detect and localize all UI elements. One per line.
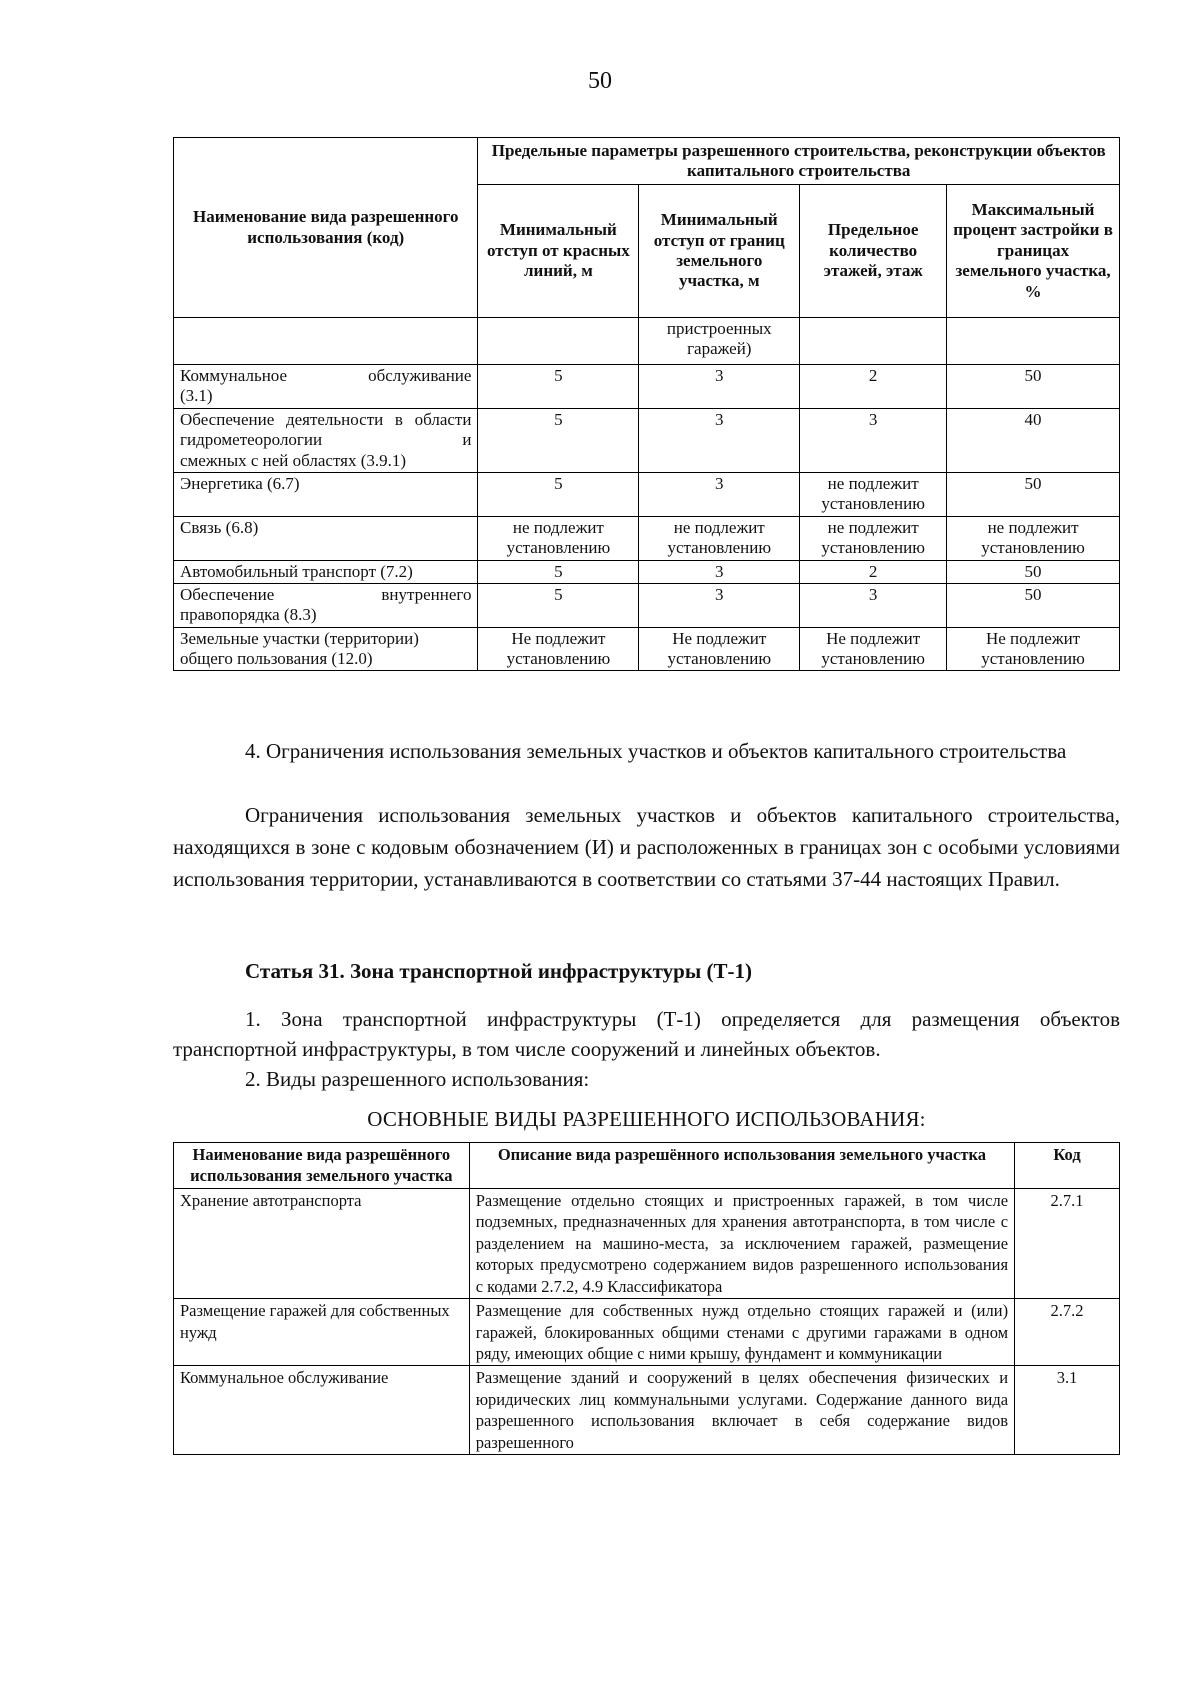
uses-header-description: Описание вида разрешённого использования земельного участка bbox=[469, 1143, 1014, 1189]
cell-v1: 5 bbox=[478, 408, 639, 472]
page-number: 50 bbox=[588, 68, 612, 94]
cell-v1: не подлежит установлению bbox=[478, 516, 639, 560]
table-row bbox=[174, 1188, 1120, 1298]
article-31-p1: 1. Зона транспортной инфраструктуры (Т-1) определяется для размещения объектов транспортной инфраструктуры, в том числе сооружений и линейных объектов. bbox=[173, 1007, 1120, 1061]
cell-v2: Не подлежит установлению bbox=[639, 627, 800, 671]
cell-v1: 5 bbox=[478, 560, 639, 583]
use-code: 2.7.1 bbox=[1015, 1188, 1120, 1298]
cell-v2: не подлежит установлению bbox=[639, 516, 800, 560]
cell-v3: 2 bbox=[800, 560, 947, 583]
uses-header-row bbox=[174, 1143, 1120, 1189]
use-code: 2.7.2 bbox=[1015, 1299, 1120, 1366]
cell-v4: не подлежит установлению bbox=[947, 516, 1120, 560]
row-name: Коммунальное обслуживание (3.1) bbox=[174, 365, 478, 409]
header-col-2: Минимальный отступ от границ земельного участка, м bbox=[639, 185, 800, 318]
use-description: Размещение зданий и сооружений в целях обеспечения физических и юридических лиц коммунальными услугами. Содержание данного вида разрешенного использования включает в себя содержание видов разрешенного bbox=[469, 1366, 1014, 1455]
article-31-p2: 2. Виды разрешенного использования: bbox=[245, 1067, 590, 1091]
cell-v3: не подлежит установлению bbox=[800, 472, 947, 516]
continuation-row bbox=[174, 318, 1120, 365]
cell-v2: 3 bbox=[639, 560, 800, 583]
table-row bbox=[174, 1366, 1120, 1455]
cell-v2: 3 bbox=[639, 583, 800, 627]
table-row bbox=[174, 472, 1120, 516]
cell-v1: 5 bbox=[478, 472, 639, 516]
table-row bbox=[174, 408, 1120, 472]
use-name: Размещение гаражей для собственных нужд bbox=[174, 1299, 470, 1366]
uses-header-code: Код bbox=[1015, 1143, 1120, 1189]
cell-v4: 40 bbox=[947, 408, 1120, 472]
cell-v1: 5 bbox=[478, 583, 639, 627]
header-col-4: Максимальный процент застройки в границах земельного участка, % bbox=[947, 185, 1120, 318]
use-code: 3.1 bbox=[1015, 1366, 1120, 1455]
row-name: Энергетика (6.7) bbox=[174, 472, 478, 516]
use-description: Размещение для собственных нужд отдельно стоящих гаражей и (или) гаражей, блокированных общими стенами с другими гаражами в одном ряду, имеющих общие с ними крышу, фундамент и коммуникации bbox=[469, 1299, 1014, 1366]
cell-v3: 2 bbox=[800, 365, 947, 409]
cell-v4: 50 bbox=[947, 472, 1120, 516]
cell-v3: не подлежит установлению bbox=[800, 516, 947, 560]
header-col-1: Минимальный отступ от красных линий, м bbox=[478, 185, 639, 318]
table-row bbox=[174, 560, 1120, 583]
cell-v3: Не подлежит установлению bbox=[800, 627, 947, 671]
table-row bbox=[174, 583, 1120, 627]
row-name: Автомобильный транспорт (7.2) bbox=[174, 560, 478, 583]
cell-v1: Не подлежит установлению bbox=[478, 627, 639, 671]
row-name: Земельные участки (территории) общего пользования (12.0) bbox=[174, 627, 478, 671]
use-description: Размещение отдельно стоящих и пристроенных гаражей, в том числе подземных, предназначенных для хранения автотранспорта, в том числе с разделением на машино-места, за исключением гаражей, размещение которых предусмотрено содержанием видов разрешенного использования с кодами 2.7.2, 4.9 Классификатора bbox=[469, 1188, 1014, 1298]
continuation-cell: пристроенных гаражей) bbox=[639, 318, 800, 365]
table-row bbox=[174, 627, 1120, 671]
use-name: Хранение автотранспорта bbox=[174, 1188, 470, 1298]
table-row bbox=[174, 1299, 1120, 1366]
cell-v2: 3 bbox=[639, 365, 800, 409]
cell-v2: 3 bbox=[639, 408, 800, 472]
uses-header-name: Наименование вида разрешённого использования земельного участка bbox=[174, 1143, 470, 1189]
cell-v3: 3 bbox=[800, 583, 947, 627]
use-name: Коммунальное обслуживание bbox=[174, 1366, 470, 1455]
section-4-text: Ограничения использования земельных участков и объектов капитального строительства, находящихся в зоне с кодовым обозначением (И) и расположенных в границах зон с особыми условиями использования территории, устанавливаются в соответствии со статьями 37-44 настоящих Правил. bbox=[173, 803, 1120, 891]
row-name: Обеспечение деятельности в области гидрометеорологии и смежных с ней областях (3.9.1) bbox=[174, 408, 478, 472]
cell-v4: 50 bbox=[947, 583, 1120, 627]
header-col-3: Предельное количество этажей, этаж bbox=[800, 185, 947, 318]
cell-v4: 50 bbox=[947, 560, 1120, 583]
uses-title: ОСНОВНЫЕ ВИДЫ РАЗРЕШЕННОГО ИСПОЛЬЗОВАНИЯ: bbox=[367, 1107, 926, 1131]
cell-v3: 3 bbox=[800, 408, 947, 472]
cell-v4: 50 bbox=[947, 365, 1120, 409]
row-name: Обеспечение внутреннего правопорядка (8.3) bbox=[174, 583, 478, 627]
header-name-col: Наименование вида разрешенного использования (код) bbox=[174, 138, 478, 318]
cell-v4: Не подлежит установлению bbox=[947, 627, 1120, 671]
section-4-heading: 4. Ограничения использования земельных участков и объектов капитального строительства bbox=[245, 739, 1067, 763]
header-group: Предельные параметры разрешенного строительства, реконструкции объектов капитального строительства bbox=[478, 138, 1120, 185]
article-31-title: Статья 31. Зона транспортной инфраструктуры (Т-1) bbox=[245, 959, 752, 983]
cell-v2: 3 bbox=[639, 472, 800, 516]
table-row bbox=[174, 365, 1120, 409]
params-table bbox=[173, 137, 1120, 671]
params-header-row-1 bbox=[174, 138, 1120, 185]
uses-table bbox=[173, 1142, 1120, 1455]
table-row bbox=[174, 516, 1120, 560]
cell-v1: 5 bbox=[478, 365, 639, 409]
row-name: Связь (6.8) bbox=[174, 516, 478, 560]
